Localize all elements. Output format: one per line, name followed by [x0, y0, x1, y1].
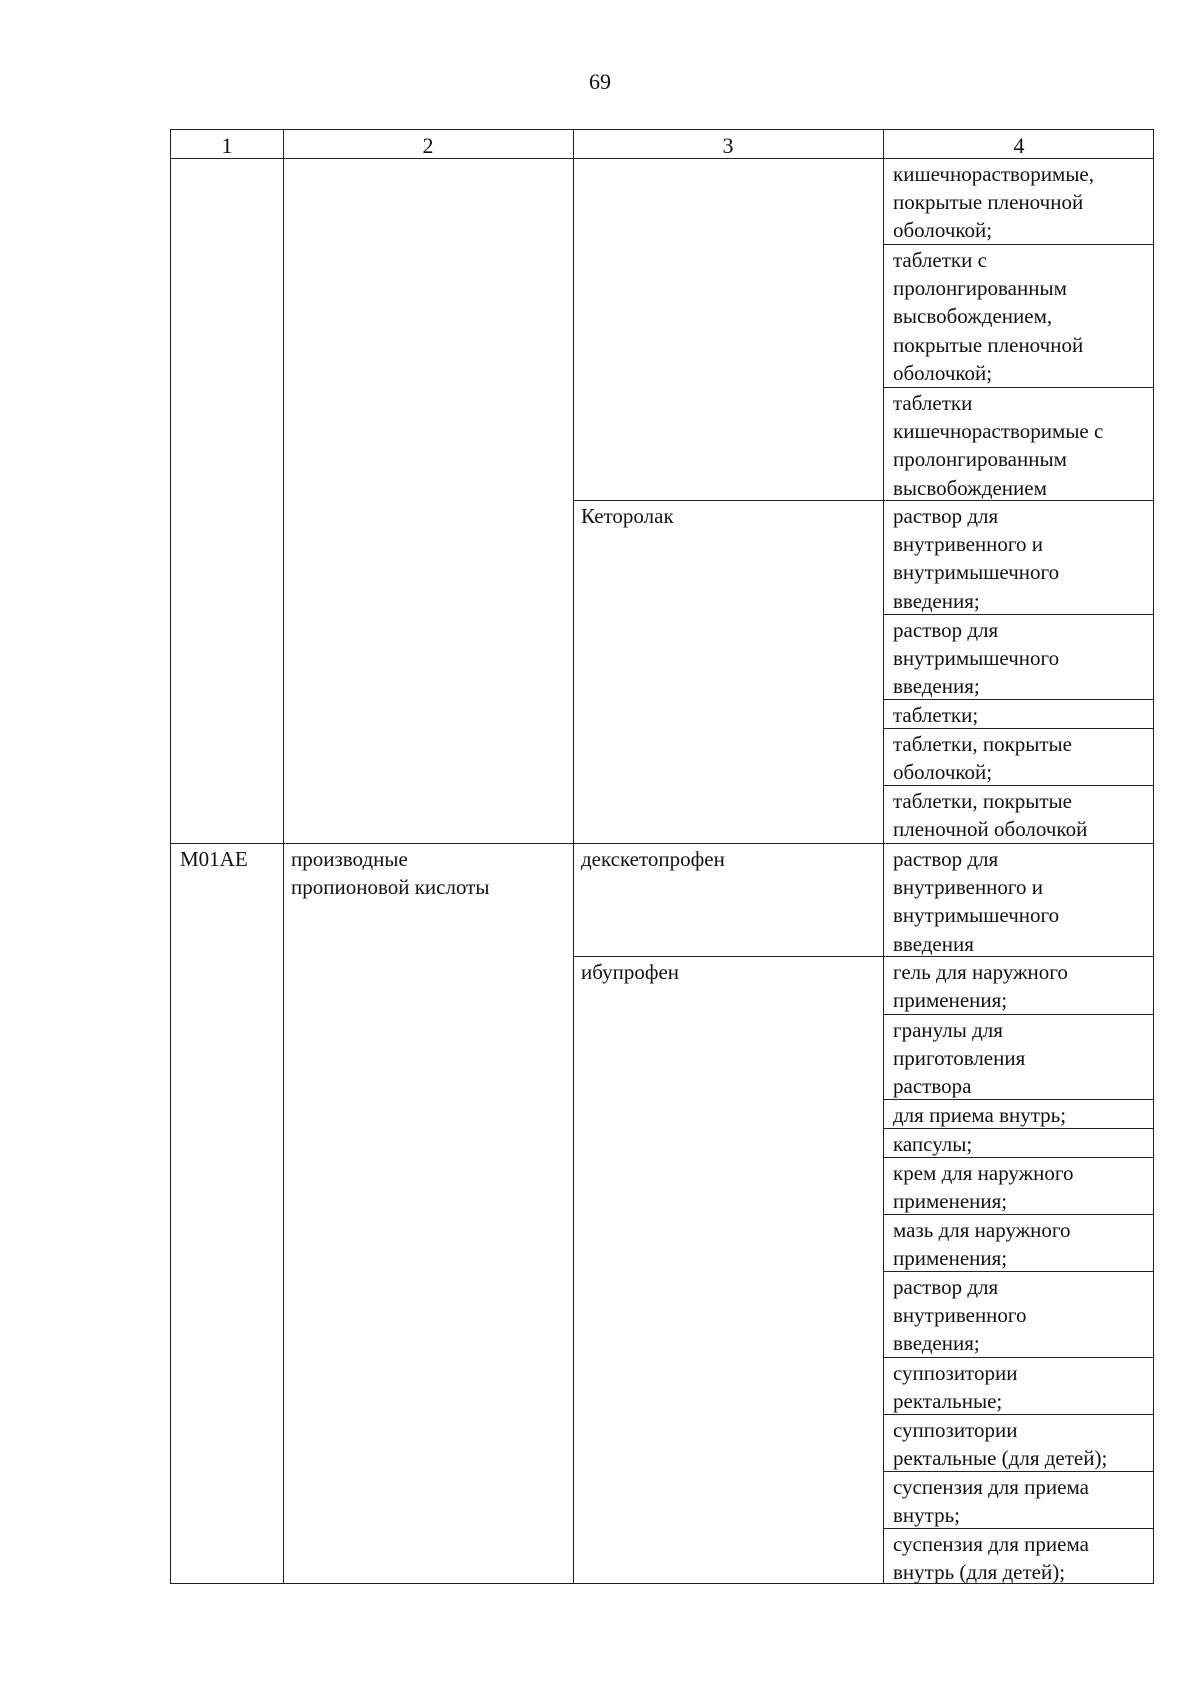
- dosage-form-line: внутривенного и: [893, 532, 1043, 557]
- dosage-form-line: оболочкой;: [893, 760, 993, 785]
- dosage-form-divider: [883, 699, 1153, 700]
- dosage-form-divider: [883, 843, 1153, 844]
- dosage-form-divider: [883, 1271, 1153, 1272]
- dosage-form-divider: [883, 1128, 1153, 1129]
- dosage-form-line: ректальные (для детей);: [893, 1446, 1108, 1471]
- dosage-form-line: крем для наружного: [893, 1161, 1074, 1185]
- dosage-form-line: капсулы;: [893, 1132, 973, 1156]
- column-header-4: 4: [1013, 133, 1025, 158]
- dosage-form-line: кишечнорастворимые с: [893, 419, 1104, 444]
- dosage-form-line: мазь для наружного: [893, 1218, 1071, 1242]
- dosage-form-line: оболочкой;: [893, 360, 993, 385]
- dosage-form-divider: [883, 1014, 1153, 1015]
- dosage-form-divider: [883, 1357, 1153, 1358]
- dosage-form-line: высвобождением: [893, 475, 1047, 500]
- dosage-form-line: внутрь (для детей);: [893, 1560, 1066, 1585]
- dosage-form-line: раствор для: [893, 504, 999, 528]
- column-header-1: 1: [221, 133, 233, 158]
- dosage-form-divider: [883, 387, 1153, 388]
- dosage-form-divider: [883, 785, 1153, 786]
- dosage-form-line: пролонгированным: [893, 447, 1067, 472]
- column-divider: [573, 130, 574, 1583]
- dosage-form-divider: [883, 1528, 1153, 1529]
- dosage-form-line: суппозитории: [893, 1418, 1018, 1442]
- page-number: 69: [589, 69, 611, 94]
- header-divider: [171, 158, 1153, 159]
- dosage-form-line: гель для наружного: [893, 960, 1068, 984]
- dosage-form-divider: [883, 614, 1153, 615]
- drug-name: ибупрофен: [581, 960, 680, 984]
- dosage-form-divider: [883, 1471, 1153, 1472]
- dosage-form-line: таблетки с: [893, 248, 987, 272]
- dosage-form-line: раствор для: [893, 1275, 999, 1299]
- column-header-2: 2: [422, 133, 434, 158]
- dosage-form-line: пленочной оболочкой: [893, 817, 1088, 842]
- dosage-form-divider: [883, 1414, 1153, 1415]
- column-divider: [883, 130, 884, 1583]
- dosage-form-line: таблетки;: [893, 703, 979, 727]
- dosage-form-line: внутривенного и: [893, 875, 1043, 900]
- dosage-form-line: кишечнорастворимые,: [893, 162, 1095, 186]
- dosage-form-line: раствора: [893, 1074, 972, 1099]
- dosage-form-line: таблетки, покрытые: [893, 732, 1072, 756]
- dosage-form-line: внутривенного: [893, 1303, 1027, 1328]
- group-name-line: производные: [291, 847, 408, 871]
- drug-table: [170, 129, 1154, 1584]
- dosage-form-line: применения;: [893, 1189, 1008, 1214]
- dosage-form-line: применения;: [893, 1246, 1008, 1271]
- dosage-form-line: внутримышечного: [893, 646, 1060, 671]
- dosage-form-line: суппозитории: [893, 1361, 1018, 1385]
- dosage-form-line: суспензия для приема: [893, 1532, 1089, 1556]
- dosage-form-line: гранулы для: [893, 1018, 1003, 1042]
- column-header-3: 3: [722, 133, 734, 158]
- dosage-form-line: внутримышечного: [893, 903, 1060, 928]
- dosage-form-line: введения;: [893, 1331, 980, 1356]
- dosage-form-divider: [883, 500, 1153, 501]
- dosage-form-line: раствор для: [893, 618, 999, 642]
- group-name-line: пропионовой кислоты: [291, 875, 490, 900]
- dosage-form-line: введения: [893, 931, 974, 956]
- atc-code: M01AE: [180, 847, 248, 871]
- dosage-form-line: высвобождением,: [893, 304, 1053, 329]
- dosage-form-line: суспензия для приема: [893, 1475, 1089, 1499]
- dosage-form-line: введения;: [893, 674, 980, 699]
- dosage-form-line: приготовления: [893, 1046, 1026, 1071]
- dosage-form-line: для приема внутрь;: [893, 1103, 1067, 1127]
- dosage-form-line: внутрь;: [893, 1503, 960, 1528]
- dosage-form-line: внутримышечного: [893, 560, 1060, 585]
- dosage-form-divider: [883, 956, 1153, 957]
- drug-name: декскетопрофен: [581, 847, 725, 871]
- dosage-form-line: раствор для: [893, 847, 999, 871]
- column-divider: [283, 130, 284, 1583]
- dosage-form-line: покрытые пленочной: [893, 190, 1084, 215]
- dosage-form-line: оболочкой;: [893, 218, 993, 243]
- dosage-form-line: применения;: [893, 988, 1008, 1013]
- dosage-form-divider: [883, 1099, 1153, 1100]
- dosage-form-line: ректальные;: [893, 1389, 1003, 1414]
- dosage-form-divider: [883, 1214, 1153, 1215]
- dosage-form-divider: [883, 1157, 1153, 1158]
- dosage-form-line: введения;: [893, 588, 980, 613]
- dosage-form-line: таблетки, покрытые: [893, 789, 1072, 813]
- drug-name: Кеторолак: [581, 504, 674, 528]
- dosage-form-line: покрытые пленочной: [893, 332, 1084, 357]
- dosage-form-divider: [883, 244, 1153, 245]
- dosage-form-line: таблетки: [893, 391, 973, 415]
- dosage-form-line: пролонгированным: [893, 276, 1067, 301]
- dosage-form-divider: [883, 728, 1153, 729]
